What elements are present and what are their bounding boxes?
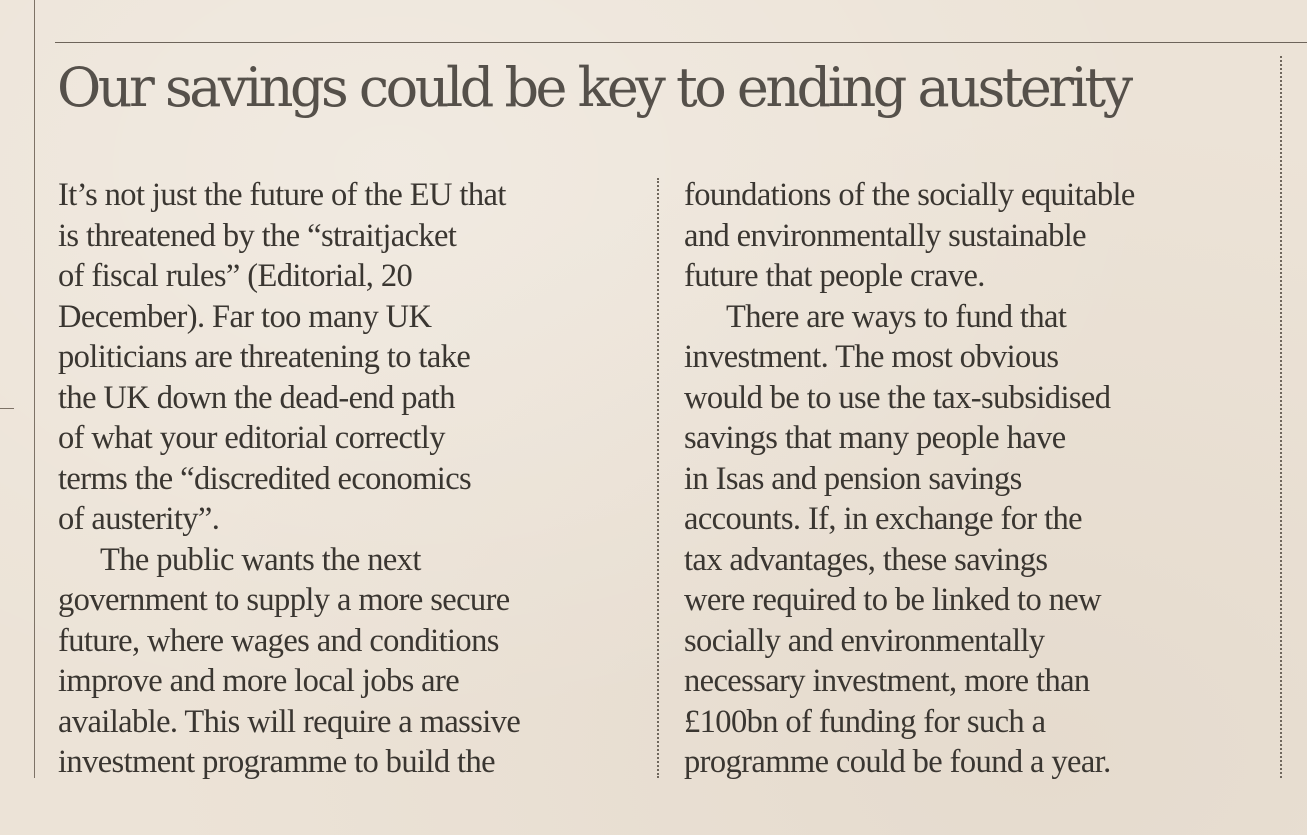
text-line: socially and environmentally	[684, 622, 1045, 659]
text-line: available. This will require a massive	[58, 703, 521, 740]
text-line: programme could be found a year.	[684, 744, 1111, 780]
text-line: is threatened by the “straitjacket	[58, 217, 457, 254]
text-line: tax advantages, these savings	[684, 541, 1048, 578]
right-dotted-rule	[1280, 56, 1282, 778]
text-line: were required to be linked to new	[684, 582, 1101, 618]
text-line: £100bn of funding for such a	[684, 703, 1046, 740]
text-line: of austerity”.	[58, 501, 220, 537]
text-line: There are ways to fund that	[726, 298, 1067, 335]
text-line: investment programme to build the	[58, 744, 495, 780]
left-column-rule	[34, 0, 35, 778]
text-line: the UK down the dead-end path	[58, 379, 455, 416]
top-rule	[55, 42, 1307, 43]
text-line: investment. The most obvious	[684, 339, 1059, 375]
article-column-right	[684, 175, 1274, 783]
headline: Our savings could be key to ending austerity	[57, 56, 1130, 119]
text-line: politicians are threatening to take	[58, 339, 471, 375]
text-line: future that people crave.	[684, 258, 985, 294]
text-line: December). Far too many UK	[58, 298, 432, 335]
left-margin-tick	[0, 408, 14, 409]
article-column-left	[58, 175, 648, 783]
text-line: of what your editorial correctly	[58, 420, 445, 456]
column-dotted-divider	[657, 178, 659, 778]
text-line: in Isas and pension savings	[684, 460, 1022, 497]
text-line: accounts. If, in exchange for the	[684, 501, 1083, 537]
text-line: terms the “discredited economics	[58, 460, 472, 497]
text-line: necessary investment, more than	[684, 663, 1090, 699]
text-line: government to supply a more secure	[58, 582, 510, 618]
text-line: of fiscal rules” (Editorial, 20	[58, 258, 413, 294]
text-line: would be to use the tax-subsidised	[684, 379, 1111, 416]
text-line: improve and more local jobs are	[58, 663, 460, 699]
text-line: and environmentally sustainable	[684, 217, 1086, 254]
text-line: The public wants the next	[100, 541, 421, 578]
text-line: foundations of the socially equitable	[684, 177, 1135, 213]
text-line: savings that many people have	[684, 420, 1066, 456]
text-line: It’s not just the future of the EU that	[58, 177, 506, 213]
text-line: future, where wages and conditions	[58, 622, 499, 659]
